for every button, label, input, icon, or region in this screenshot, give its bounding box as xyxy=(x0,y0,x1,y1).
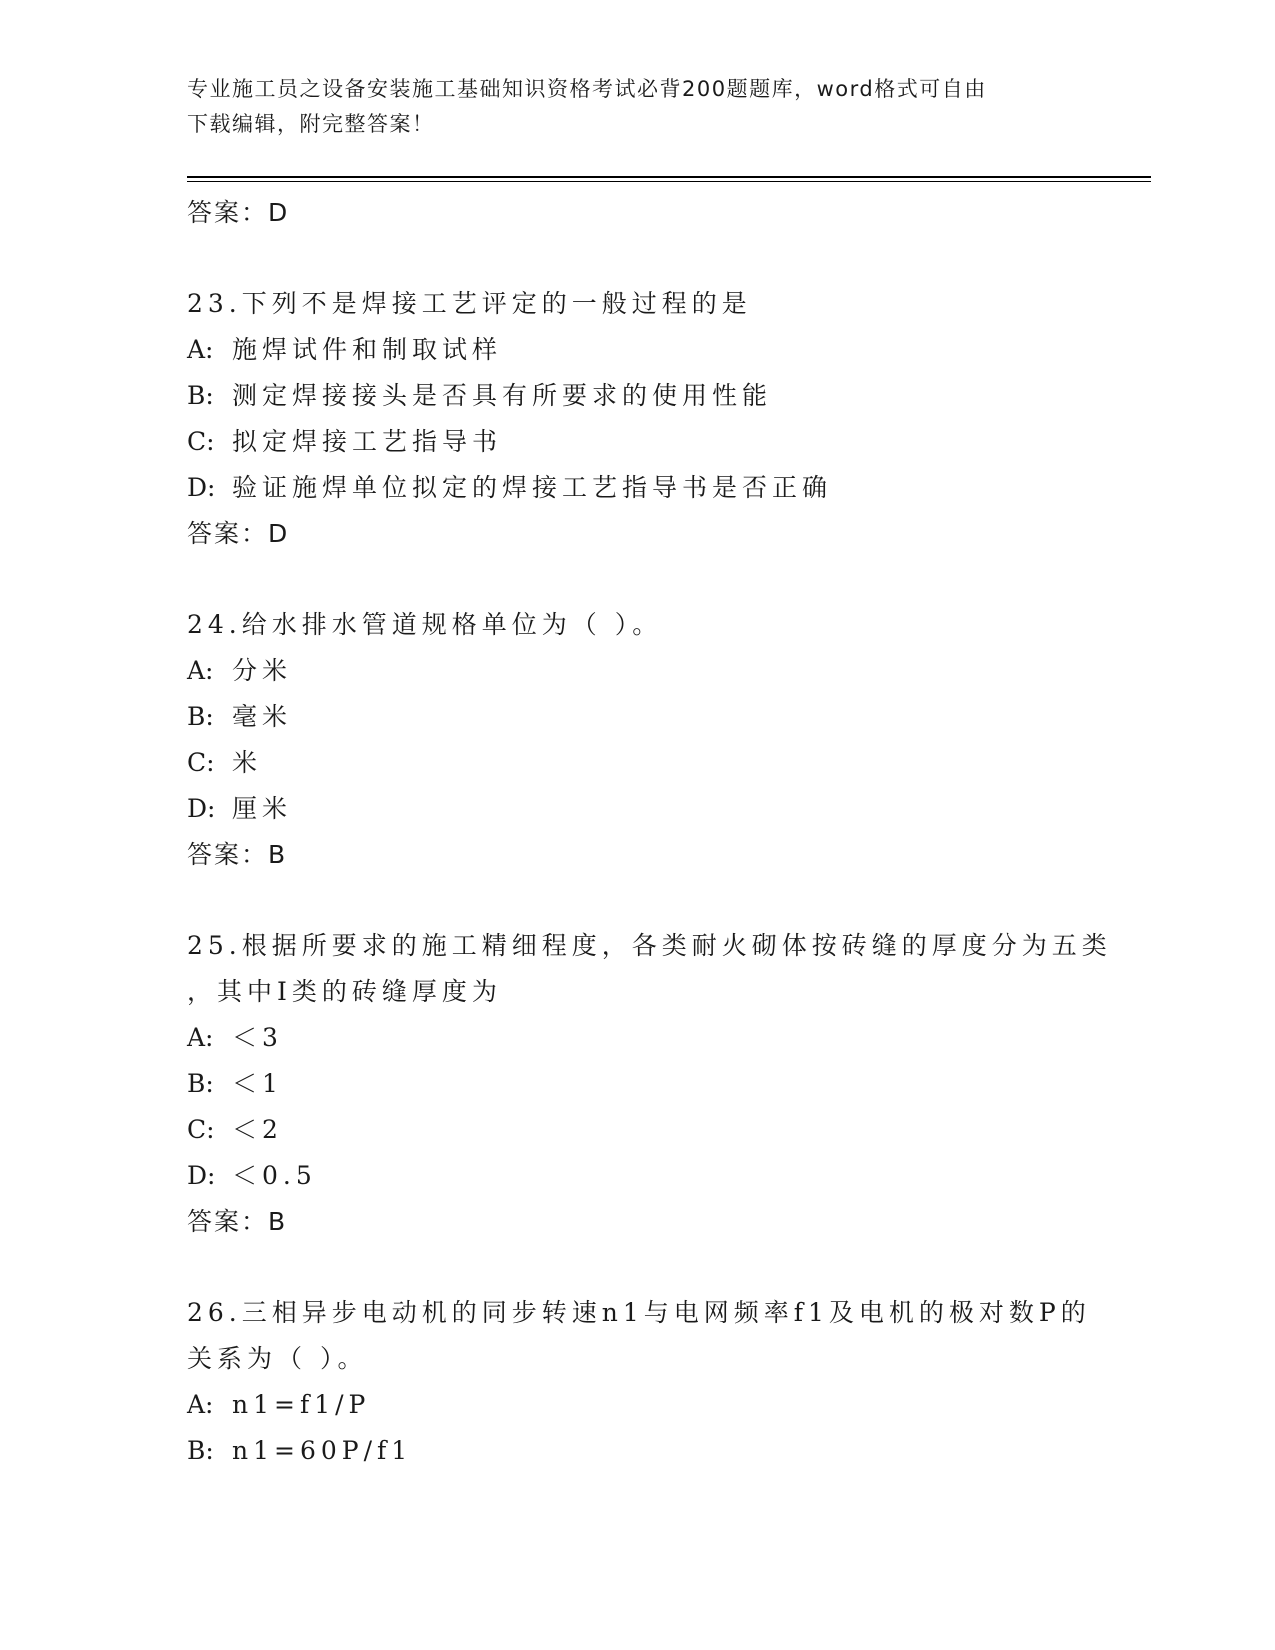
option-text: 拟定焊接工艺指导书 xyxy=(232,427,503,456)
option-label: A: xyxy=(187,335,214,364)
header-line-1: 专业施工员之设备安装施工基础知识资格考试必背200题题库，word格式可自由 xyxy=(187,77,987,101)
option-a xyxy=(187,327,1087,373)
option-d xyxy=(187,786,1087,832)
question-stem: 25.根据所要求的施工精细程度，各类耐火砌体按砖缝的厚度分为五类 xyxy=(187,931,1112,960)
option-label: B: xyxy=(187,702,214,731)
option-b xyxy=(187,1428,1087,1474)
option-text: 验证施焊单位拟定的焊接工艺指导书是否正确 xyxy=(232,473,833,502)
header-line-2: 下载编辑，附完整答案！ xyxy=(187,112,435,136)
option-text: n1=f1/P xyxy=(232,1390,371,1419)
question-26 xyxy=(187,1290,1091,1474)
option-label: D: xyxy=(187,1161,216,1190)
option-text: 分米 xyxy=(232,656,293,685)
option-text: ＜3 xyxy=(232,1023,283,1052)
document-header xyxy=(187,72,1087,142)
answer: 答案：B xyxy=(187,1207,288,1236)
option-label: A: xyxy=(187,1023,214,1052)
header-rule-thin xyxy=(187,181,1151,182)
answer: 答案：B xyxy=(187,840,288,869)
option-label: D: xyxy=(187,794,216,823)
option-label: C: xyxy=(187,427,215,456)
header-rule-thick xyxy=(187,176,1151,178)
question-stem-continued: ，其中Ⅰ类的砖缝厚度为 xyxy=(187,977,502,1006)
option-label: B: xyxy=(187,1069,214,1098)
option-text: n1=60P/f1 xyxy=(232,1436,413,1465)
option-text: 米 xyxy=(232,748,263,777)
question-24 xyxy=(187,602,1087,878)
question-stem: 24.给水排水管道规格单位为（ ）。 xyxy=(187,610,663,639)
answer: 答案：D xyxy=(187,519,290,548)
option-c xyxy=(187,1107,1087,1153)
question-23 xyxy=(187,281,1087,557)
option-c xyxy=(187,419,1087,465)
option-b xyxy=(187,694,1087,740)
option-label: C: xyxy=(187,748,215,777)
question-stem: 23.下列不是焊接工艺评定的一般过程的是 xyxy=(187,289,752,318)
option-label: B: xyxy=(187,1436,214,1465)
option-text: 施焊试件和制取试样 xyxy=(232,335,503,364)
option-a xyxy=(187,648,1087,694)
option-d xyxy=(187,465,1087,511)
option-c xyxy=(187,740,1087,786)
question-25 xyxy=(187,923,1112,1245)
option-label: A: xyxy=(187,656,214,685)
option-label: D: xyxy=(187,473,216,502)
question-stem-continued: 关系为（ ）。 xyxy=(187,1344,368,1373)
question-stem: 26.三相异步电动机的同步转速n1与电网频率f1及电机的极对数P的 xyxy=(187,1298,1091,1327)
option-d xyxy=(187,1153,1087,1199)
option-a xyxy=(187,1015,1087,1061)
option-label: A: xyxy=(187,1390,214,1419)
option-text: 毫米 xyxy=(232,702,293,731)
option-label: B: xyxy=(187,381,214,410)
option-text: ＜0.5 xyxy=(232,1161,317,1190)
answer-previous: 答案：D xyxy=(187,198,290,227)
option-a xyxy=(187,1382,1087,1428)
option-text: 厘米 xyxy=(232,794,293,823)
option-label: C: xyxy=(187,1115,215,1144)
option-b xyxy=(187,373,1087,419)
option-b xyxy=(187,1061,1087,1107)
option-text: 测定焊接接头是否具有所要求的使用性能 xyxy=(232,381,773,410)
question-list xyxy=(187,190,1112,1474)
option-text: ＜2 xyxy=(232,1115,283,1144)
option-text: ＜1 xyxy=(232,1069,283,1098)
